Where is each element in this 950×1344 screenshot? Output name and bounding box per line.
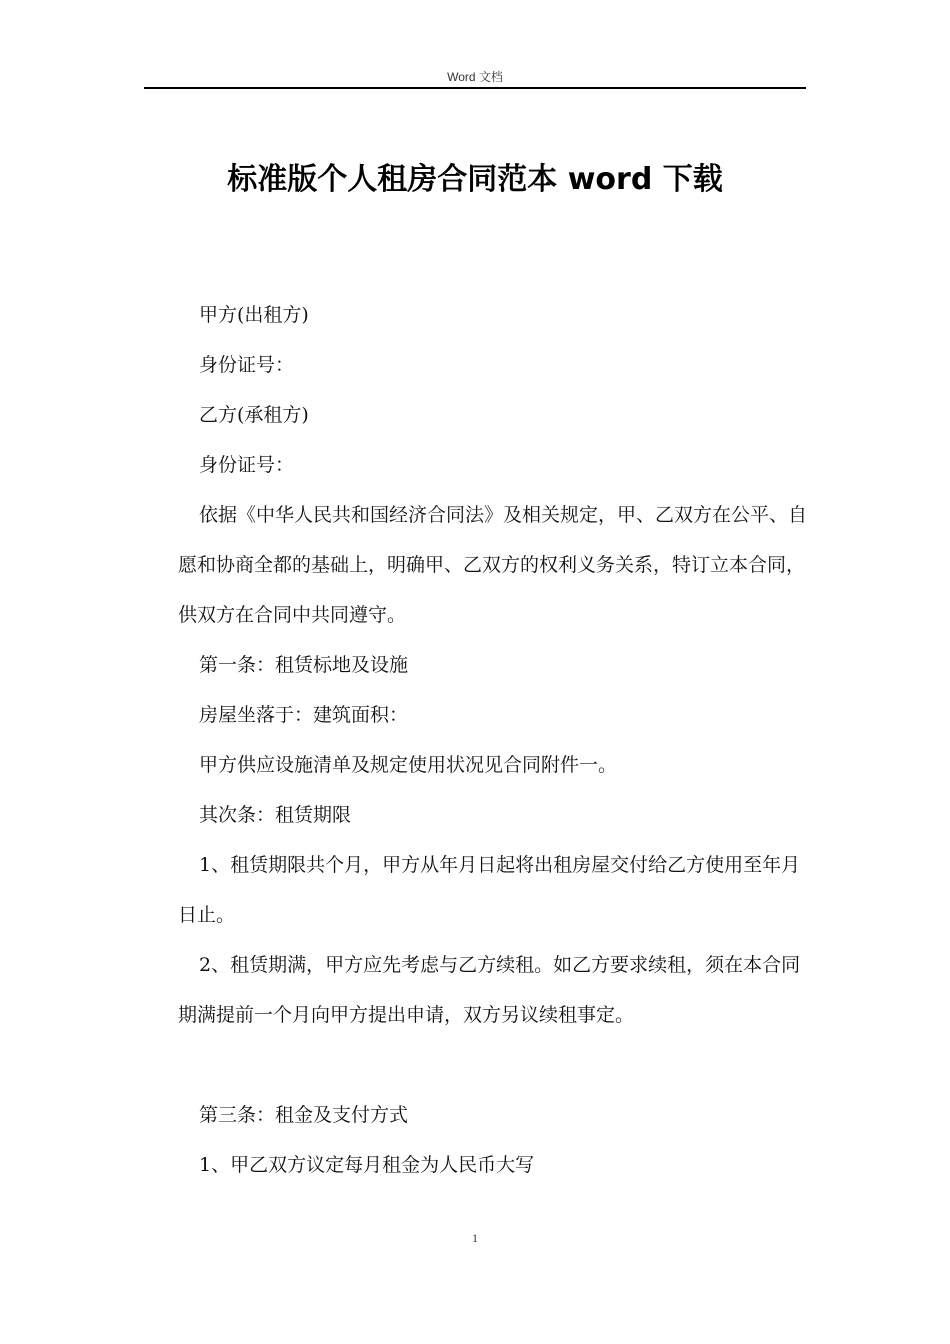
paragraph-party-a: 甲方(出租方) [199, 304, 309, 326]
paragraph-facilities: 甲方供应设施清单及规定使用状况见合同附件一。 [199, 754, 618, 776]
paragraph-spacer [178, 1040, 808, 1090]
paragraph-term-1: 1、租赁期限共个月，甲方从年月日起将出租房屋交付给乙方使用至年月日止。 [178, 854, 801, 926]
document-title: 标准版个人租房合同范本 word 下载 [227, 162, 723, 197]
paragraph-article-1-heading: 第一条：租赁标地及设施 [199, 654, 409, 676]
document-body [178, 290, 808, 1190]
paragraph-location: 房屋坐落于：建筑面积： [199, 704, 409, 726]
page-header: Word 文档 [447, 70, 503, 84]
paragraph-party-a-id: 身份证号： [199, 354, 295, 376]
header-divider [144, 87, 806, 89]
paragraph-article-2-heading: 其次条：租赁期限 [199, 804, 352, 826]
paragraph-rent-1: 1、甲乙双方议定每月租金为人民币大写 [199, 1154, 535, 1176]
paragraph-term-2: 2、租赁期满，甲方应先考虑与乙方续租。如乙方要求续租，须在本合同期满提前一个月向甲方提出申请，双方另议续租事定。 [178, 954, 801, 1026]
paragraph-article-3-heading: 第三条：租金及支付方式 [199, 1104, 409, 1126]
page-number: 1 [472, 1231, 478, 1245]
paragraph-party-b-id: 身份证号： [199, 454, 295, 476]
paragraph-preamble: 依据《中华人民共和国经济合同法》及相关规定，甲、乙双方在公平、自愿和协商全都的基础上，明确甲、乙双方的权利义务关系，特订立本合同，供双方在合同中共同遵守。 [178, 504, 808, 626]
paragraph-party-b: 乙方(承租方) [199, 404, 309, 426]
